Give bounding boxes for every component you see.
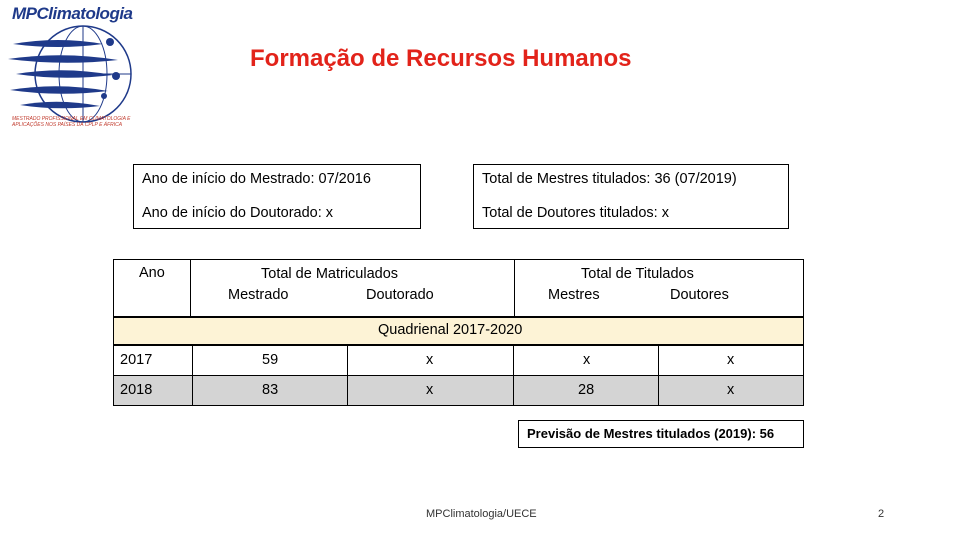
cell-graduated-doctors: x [727, 352, 735, 368]
logo-name: MPClimatologia [12, 4, 133, 23]
header-graduated: Total de Titulados [581, 266, 694, 282]
column-header-year: Ano [139, 265, 165, 281]
header-enrolled-masters: Mestrado [228, 287, 289, 303]
section-label: Quadrienal 2017-2020 [378, 322, 523, 338]
cell-graduated-masters: x [583, 352, 591, 368]
header-graduated-doctors: Doutores [670, 287, 729, 303]
cell-graduated-masters: 28 [578, 382, 595, 398]
header-graduated-masters: Mestres [548, 287, 600, 303]
cell-enrolled-doctorate: x [426, 382, 434, 398]
logo-subtitle: MESTRADO PROFISSIONAL EM CLIMATOLOGIA E APLICAÇÕES NOS PAÍSES DA CPLP E ÁFRICA [12, 116, 131, 128]
info-box-start-dates [133, 164, 421, 229]
cell-enrolled-masters: 83 [262, 382, 279, 398]
info-box-totals [473, 164, 789, 229]
page-title: Formação de Recursos Humanos [250, 45, 632, 72]
masters-start-date: Ano de início do Mestrado: 07/2016 [142, 171, 371, 187]
cell-enrolled-doctorate: x [426, 352, 434, 368]
section-row [113, 317, 804, 345]
doctorate-start-date: Ano de início do Doutorado: x [142, 205, 334, 221]
cell-graduated-doctors: x [727, 382, 735, 398]
cell-year: 2018 [120, 382, 153, 398]
footer-text: MPClimatologia/UECE [426, 508, 537, 520]
page-number: 2 [878, 508, 885, 520]
table-row [113, 375, 804, 406]
header-enrolled-doctorate: Doutorado [366, 287, 434, 303]
total-doctors-graduated: Total de Doutores titulados: x [482, 205, 669, 221]
header-enrolled: Total de Matriculados [261, 266, 399, 282]
cell-year: 2017 [120, 352, 153, 368]
table-row [113, 345, 804, 376]
forecast-box [518, 420, 804, 448]
cell-enrolled-masters: 59 [262, 352, 279, 368]
table-header [113, 259, 804, 317]
total-masters-graduated: Total de Mestres titulados: 36 (07/2019) [482, 171, 737, 187]
forecast-text: Previsão de Mestres titulados (2019): 56 [527, 426, 775, 441]
